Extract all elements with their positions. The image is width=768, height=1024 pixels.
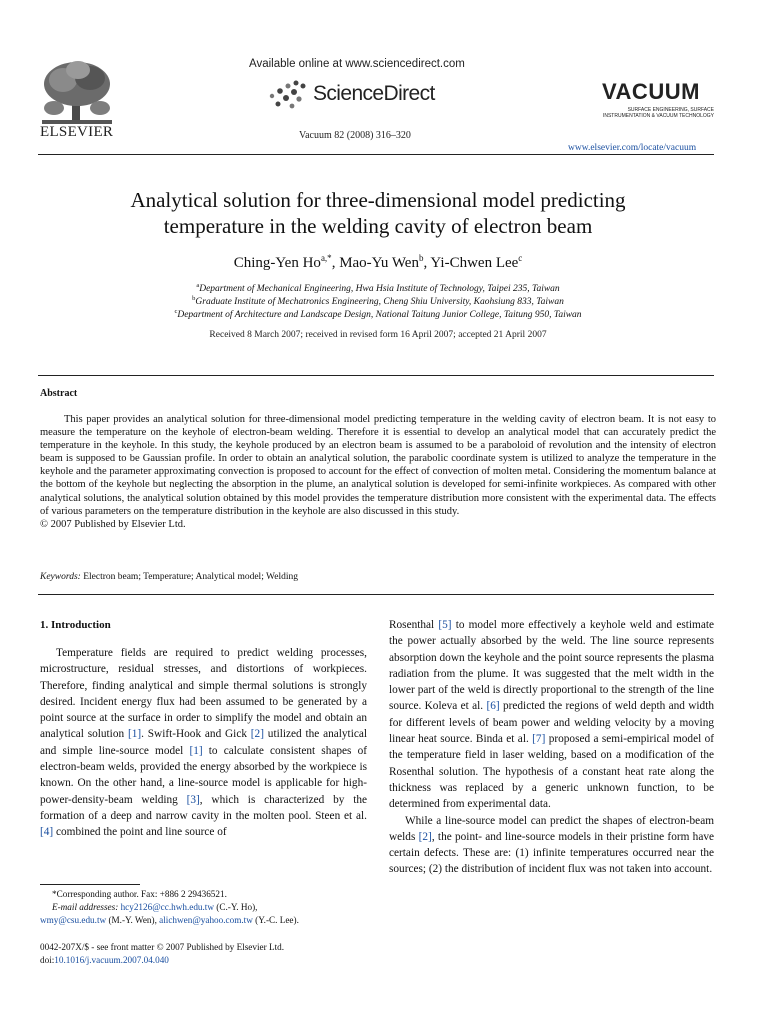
email-link[interactable]: hcy2126@cc.hwh.edu.tw xyxy=(120,902,214,912)
body-text: combined the point and line source of xyxy=(53,826,227,839)
body-text: , which is characterized by the formation of a deep and narrow cavity in the molten pool. Steen et al. xyxy=(40,793,368,822)
author-name: Mao-Yu Wen xyxy=(339,255,419,271)
affiliation-marker: a xyxy=(196,282,200,289)
body-text: . Swift-Hook and Gick xyxy=(141,728,251,741)
author-list xyxy=(40,253,716,272)
journal-url-link[interactable]: www.elsevier.com/locate/vacuum xyxy=(568,143,697,153)
sciencedirect-wordmark: ScienceDirect xyxy=(313,82,435,105)
doi-link[interactable]: 10.1016/j.vacuum.2007.04.040 xyxy=(54,955,169,965)
author-name: Ching-Yen Ho xyxy=(233,255,321,271)
author-marker: b xyxy=(418,253,424,263)
citation-link[interactable]: [1] xyxy=(189,744,203,757)
body-column-right xyxy=(389,617,714,878)
body-text: proposed a semi-empirical model of the temperature field in laser welding, based on a modification of the Rosenthal solution. The hypothesis of a constant heat rate along the thickness was replaced by a generic unknown function, to be determined from experimental data. xyxy=(389,733,715,811)
paragraph xyxy=(389,617,714,813)
email-link[interactable]: alichwen@yahoo.com.tw xyxy=(159,915,253,925)
abstract-text: This paper provides an analytical solution for three-dimensional model predicting temperature in the welding cavity of electron beam. It is not easy to measure the temperature on the keyhole of electron-beam welding. Therefore it is essential to develop an analytical model that can accurately predict the temperature in the keyhole. In this study, the keyhole produced by an electron beam is assumed to be a paraboloid of revolution and the intensity of electron beam is supposed to be Gaussian profile. In order to obtain an analytical solution, the parabolic coordinate system is utilized to analyze the temperature in the keyhole and the parameter approximating convection is proposed to account for the effect of convection of molten metal. Considering the momentum balance at the bottom of the keyhole but neglecting the absorption in the plume, an analytical solution is developed for semi-infinite workpieces. As compared with other analytical solutions, the analytical solution obtained by this model provides the temperature distribution more consistent with the experimental data. The effects of various parameters on the temperature distribution in the keyhole are also discussed in this study. xyxy=(40,414,716,517)
email-label: E-mail addresses: xyxy=(52,902,119,912)
front-matter xyxy=(40,941,284,967)
citation-link[interactable]: [7] xyxy=(532,733,546,746)
citation-link[interactable]: [2] xyxy=(250,728,264,741)
journal-subtitle: SURFACE ENGINEERING, SURFACE INSTRUMENTATION & VACUUM TECHNOLOGY xyxy=(602,107,714,119)
available-online-text: Available online at www.sciencedirect.com xyxy=(249,58,465,70)
corresponding-author-note: *Corresponding author. Fax: +886 2 29436521. xyxy=(52,889,227,899)
elsevier-tree-logo xyxy=(38,58,116,126)
citation-link[interactable]: [4] xyxy=(40,826,54,839)
body-text: to model more effectively a keyhole weld and estimate the power actually absorbed by the weld. The line source represents absorption down the keyhole and the point source represents the plasma radiation from the plume. It was suggested that the melt width in the lower part of the weld is directly proportional to the strength of the line source. Koleva et al. xyxy=(389,619,715,713)
email-owner: (M.-Y. Wen), xyxy=(106,915,160,925)
citation-link[interactable]: [3] xyxy=(186,793,200,806)
abstract-bottom-rule xyxy=(38,594,714,595)
doi-label: doi: xyxy=(40,955,55,965)
author-marker: a,* xyxy=(320,253,332,263)
body-text: , the point- and line-source models in their pristine form have certain defects. These are: (1) infinite temperatures occurred near the sources; (2) the distribution of incident flux was not taken into account. xyxy=(389,830,714,876)
footnote-rule xyxy=(40,884,140,885)
author-separator: , xyxy=(331,255,340,271)
journal-reference: Vacuum 82 (2008) 316–320 xyxy=(299,130,411,141)
email-addresses xyxy=(52,901,382,914)
article-title xyxy=(40,187,716,239)
issn-line: 0042-207X/$ - see front matter © 2007 Published by Elsevier Ltd. xyxy=(40,942,285,952)
sciencedirect-dots-icon xyxy=(266,78,310,110)
body-text: predicted the regions of weld depth and width for different levels of beam power and welding velocity by a moving linear heat source. Binda et al. xyxy=(389,700,714,746)
citation-link[interactable]: [2] xyxy=(418,830,432,843)
article-title-line: temperature in the welding cavity of electron beam xyxy=(163,214,593,238)
citation-link[interactable]: [5] xyxy=(438,619,452,631)
keywords-text: Electron beam; Temperature; Analytical model; Welding xyxy=(83,572,298,582)
author-marker: c xyxy=(518,253,523,263)
body-text: utilized the analytical and simple line-source model xyxy=(40,728,367,757)
affiliation-marker: b xyxy=(192,295,196,302)
body-text: While a line-source model can predict the shapes of electron-beam welds xyxy=(389,814,714,843)
abstract-copyright: © 2007 Published by Elsevier Ltd. xyxy=(40,518,186,530)
body-text: Temperature fields are required to predict welding processes, microstructure, residual stresses, and distortions of workpieces. Therefore, finding analytical and simple thermal solutions is strongly desired. Incident energy flux had been assumed to be generated by a point source at the surface in order to simplify the model and obtain an analytical solution xyxy=(40,647,367,741)
affiliation xyxy=(40,308,716,320)
header-rule xyxy=(38,154,714,155)
citation-link[interactable]: [1] xyxy=(127,728,142,741)
email-owner: (C.-Y. Ho), xyxy=(214,902,258,912)
affiliation xyxy=(40,295,716,307)
body-text: Rosenthal xyxy=(389,619,439,631)
affiliation-text: Graduate Institute of Mechatronics Engineering, Cheng Shiu University, Kaohsiung 833, Taiwan xyxy=(195,297,564,308)
article-title-line: Analytical solution for three-dimensional model predicting xyxy=(130,188,626,212)
email-owner: (Y.-C. Lee). xyxy=(252,915,299,925)
paragraph xyxy=(389,813,714,878)
publisher-name: ELSEVIER xyxy=(40,124,114,140)
citation-link[interactable]: [6] xyxy=(486,700,500,713)
journal-title: VACUUM xyxy=(602,79,700,104)
abstract-body xyxy=(40,413,716,531)
email-link[interactable]: wmy@csu.edu.tw xyxy=(40,915,107,925)
abstract-heading: Abstract xyxy=(40,388,78,399)
keywords xyxy=(40,572,298,582)
affiliation-marker: c xyxy=(174,308,178,315)
author-name: Yi-Chwen Lee xyxy=(430,255,519,271)
received-dates: Received 8 March 2007; received in revised form 16 April 2007; accepted 21 April 2007 xyxy=(209,330,547,340)
affiliation xyxy=(40,282,716,294)
keywords-label: Keywords: xyxy=(40,572,81,582)
body-column-left xyxy=(40,645,367,841)
abstract-top-rule xyxy=(38,375,714,376)
affiliation-text: Department of Architecture and Landscape Design, National Taitung Junior College, Taitung 950, Taiwan xyxy=(177,310,582,321)
section-heading-introduction: 1. Introduction xyxy=(40,619,111,631)
doi-line xyxy=(40,954,284,967)
affiliation-text: Department of Mechanical Engineering, Hwa Hsia Institute of Technology, Taipei 235, Taiwan xyxy=(199,284,560,295)
author-separator: , xyxy=(423,255,431,271)
body-text: to calculate consistent shapes of electron-beam welds, provided the energy absorbed by the workpiece is known. On the other hand, a line-source model is applicable for high-power-density-beam welding xyxy=(40,744,367,806)
email-addresses-cont xyxy=(40,914,370,927)
